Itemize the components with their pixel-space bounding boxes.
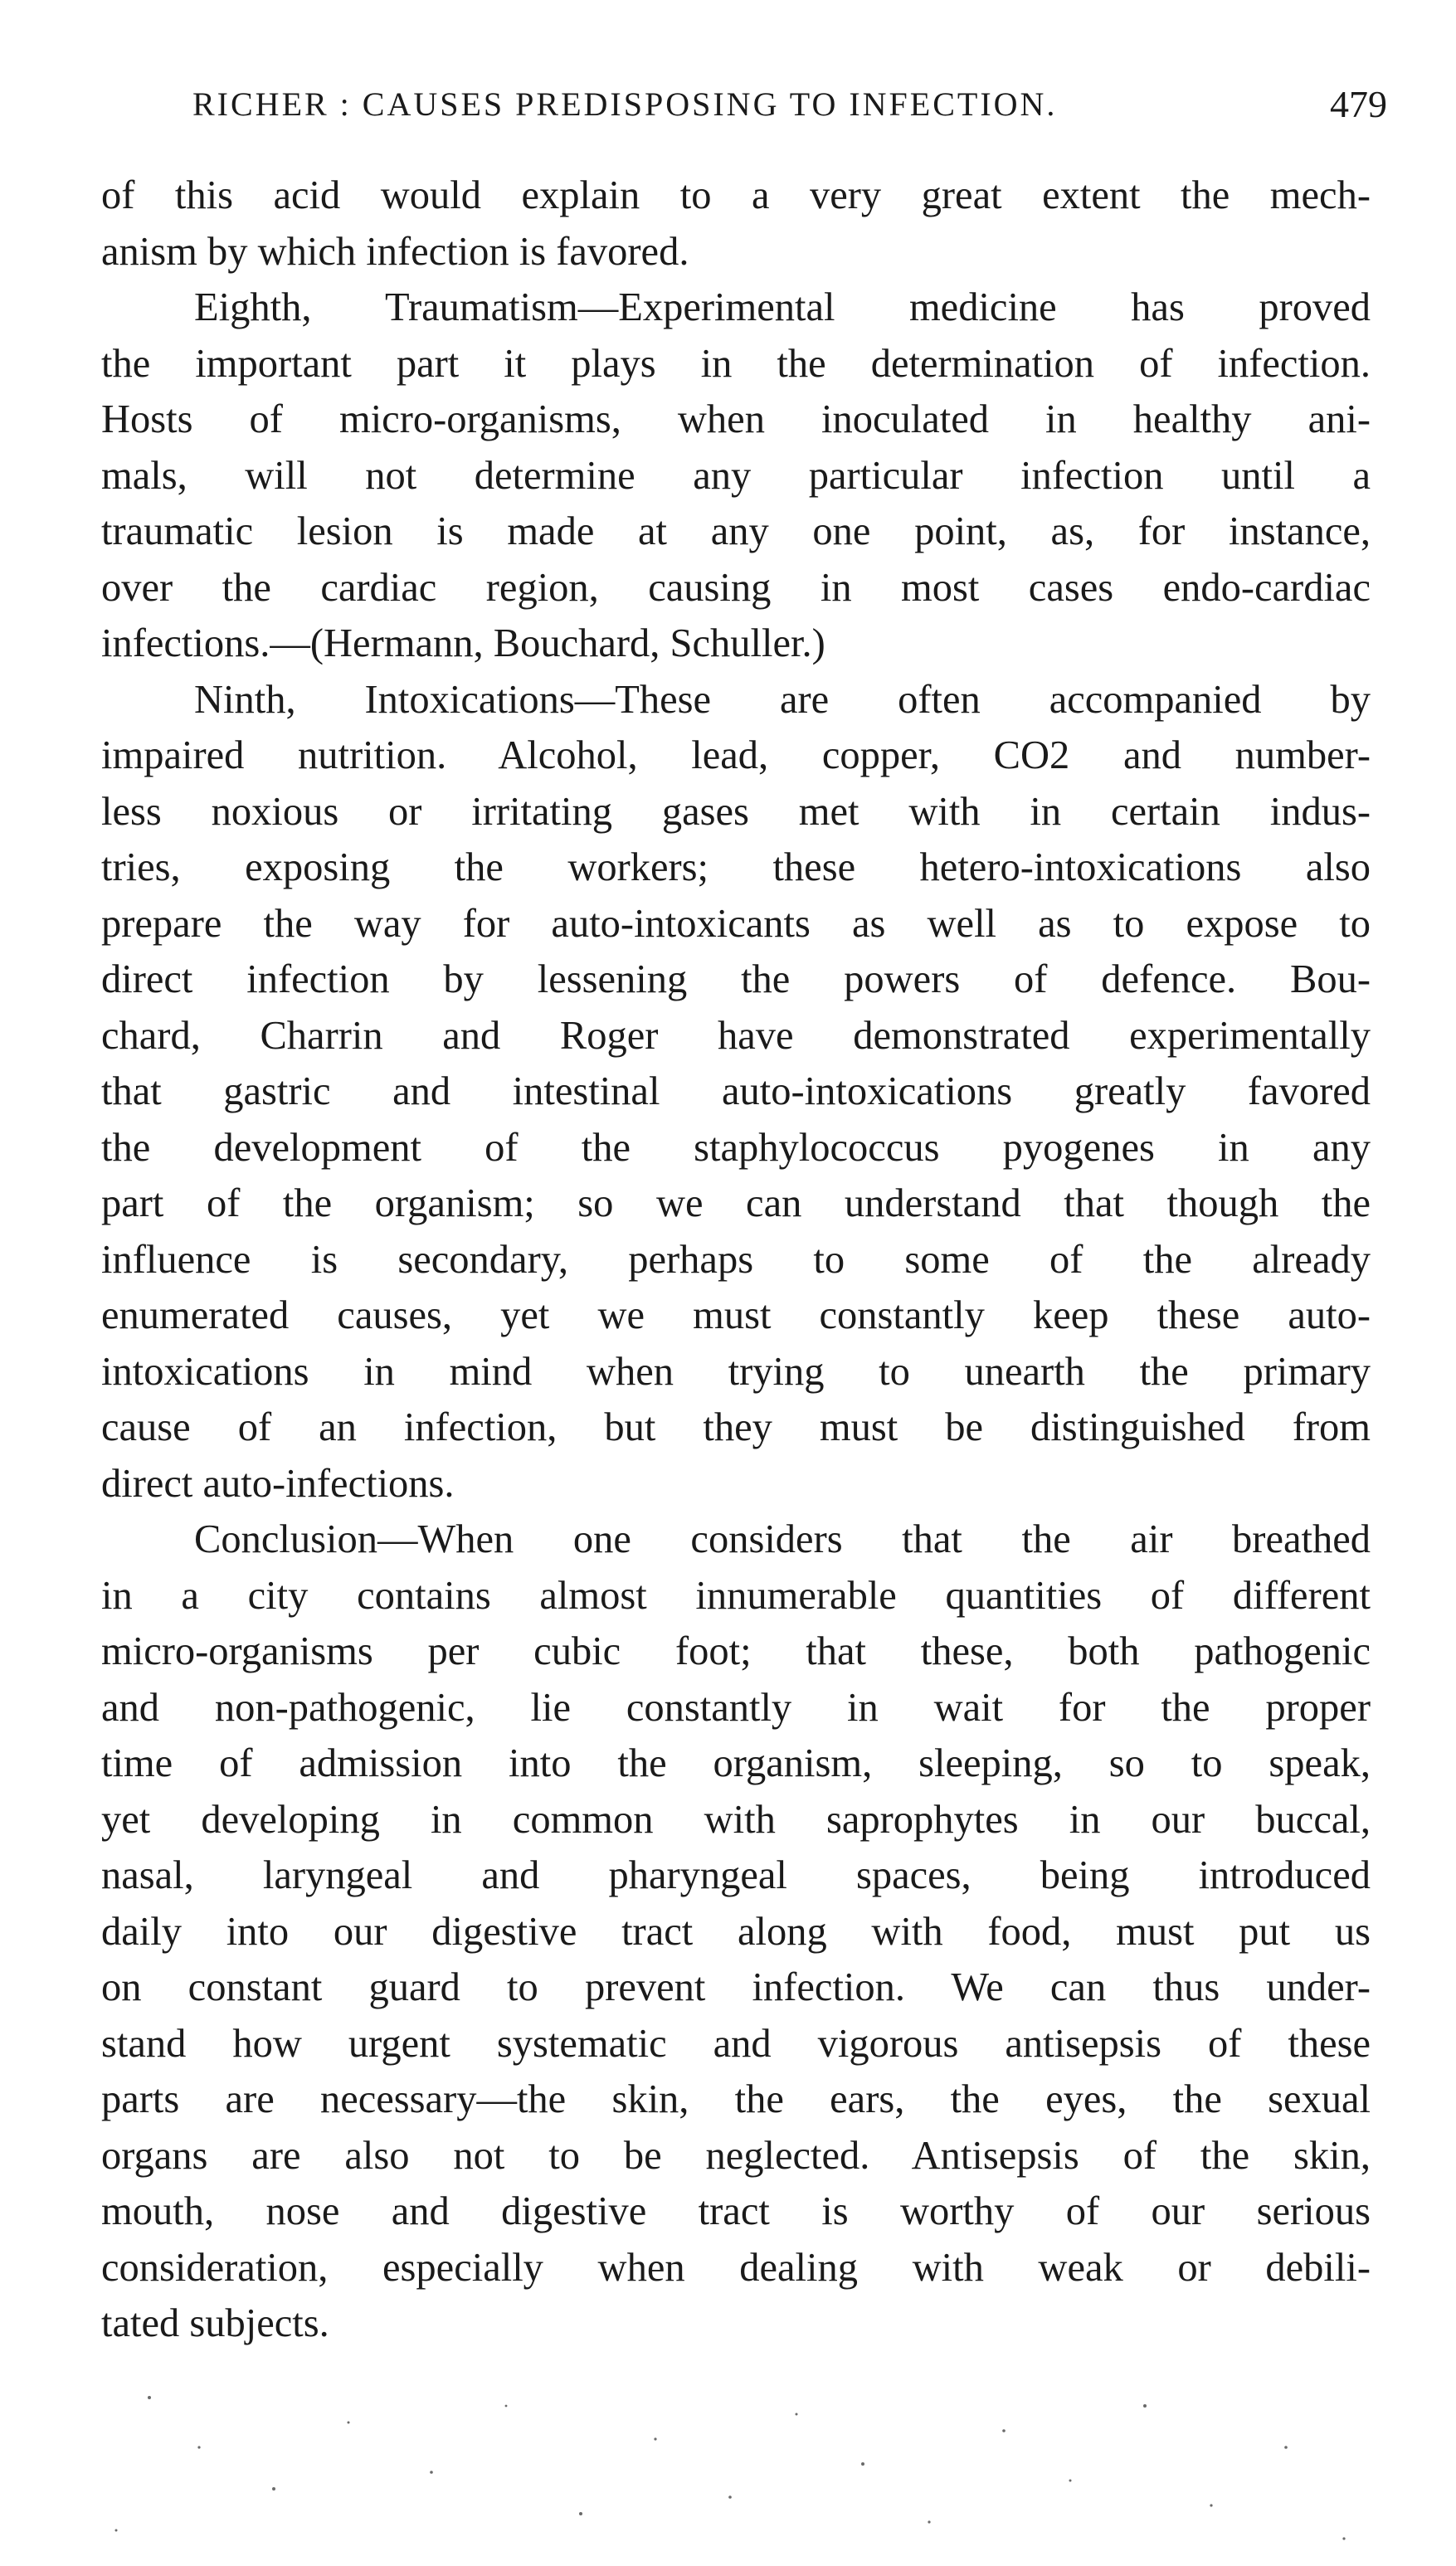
running-head: [192, 80, 1387, 129]
text-line: less noxious or irritating gases met with in certain indus-: [101, 789, 1371, 834]
text-line: of this acid would explain to a very great extent the mech-: [101, 173, 1371, 217]
text-line: tries, exposing the workers; these hetero-intoxications also: [101, 845, 1371, 889]
text-line: on constant guard to prevent infection. We can thus under-: [101, 1965, 1371, 2009]
paragraph-first-line: Ninth, Intoxications—These are often accompanied by: [194, 677, 1371, 722]
text-line: infections.—(Hermann, Bouchard, Schuller.): [101, 621, 825, 665]
text-line: nasal, laryngeal and pharyngeal spaces, being introduced: [101, 1853, 1371, 1897]
paper-specks: [0, 2373, 1456, 2555]
text-line: that gastric and intestinal auto-intoxications greatly favored: [101, 1069, 1371, 1113]
text-line: over the cardiac region, causing in most cases endo-cardiac: [101, 565, 1371, 610]
text-line: part of the organism; so we can understand that though the: [101, 1181, 1371, 1225]
text-line: consideration, especially when dealing with weak or debili-: [101, 2245, 1371, 2290]
text-line: cause of an infection, but they must be distinguished from: [101, 1405, 1371, 1449]
body-text: [101, 168, 1371, 2352]
text-line: stand how urgent systematic and vigorous antisepsis of these: [101, 2021, 1371, 2066]
text-line: influence is secondary, perhaps to some of the already: [101, 1237, 1371, 1282]
text-line: Hosts of micro-organisms, when inoculated in healthy ani-: [101, 397, 1371, 441]
text-line: direct auto-infections.: [101, 1461, 455, 1506]
running-title: RICHER : CAUSES PREDISPOSING TO INFECTION.: [192, 85, 1058, 123]
text-line: prepare the way for auto-intoxicants as well as to expose to: [101, 901, 1371, 946]
text-line: anism by which infection is favored.: [101, 229, 689, 274]
page-number: 479: [1330, 83, 1387, 125]
text-line: time of admission into the organism, sleeping, so to speak,: [101, 1741, 1371, 1785]
text-line: tated subjects.: [101, 2301, 329, 2345]
text-line: intoxications in mind when trying to unearth the primary: [101, 1349, 1371, 1394]
text-line: traumatic lesion is made at any one point, as, for instance,: [101, 509, 1371, 553]
text-line: the important part it plays in the determination of infection.: [101, 341, 1371, 386]
text-line: impaired nutrition. Alcohol, lead, copper, CO2 and number-: [101, 733, 1371, 777]
text-line: direct infection by lessening the powers of defence. Bou-: [101, 957, 1371, 1001]
text-line: daily into our digestive tract along with food, must put us: [101, 1909, 1371, 1954]
text-line: micro-organisms per cubic foot; that these, both pathogenic: [101, 1629, 1371, 1673]
text-line: in a city contains almost innumerable quantities of different: [101, 1573, 1371, 1618]
text-line: organs are also not to be neglected. Antisepsis of the skin,: [101, 2133, 1371, 2178]
text-line: the development of the staphylococcus pyogenes in any: [101, 1125, 1371, 1170]
text-line: enumerated causes, yet we must constantly keep these auto-: [101, 1293, 1371, 1337]
text-line: parts are necessary—the skin, the ears, the eyes, the sexual: [101, 2077, 1371, 2121]
text-line: yet developing in common with saprophytes in our buccal,: [101, 1797, 1371, 1842]
text-line: mals, will not determine any particular infection until a: [101, 453, 1371, 498]
paragraph-first-line: Eighth, Traumatism—Experimental medicine has proved: [194, 285, 1371, 329]
paragraph-first-line: Conclusion—When one considers that the air breathed: [194, 1517, 1371, 1561]
text-line: and non-pathogenic, lie constantly in wait for the proper: [101, 1685, 1371, 1730]
text-line: chard, Charrin and Roger have demonstrated experimentally: [101, 1013, 1371, 1058]
text-line: mouth, nose and digestive tract is worthy of our serious: [101, 2189, 1371, 2233]
